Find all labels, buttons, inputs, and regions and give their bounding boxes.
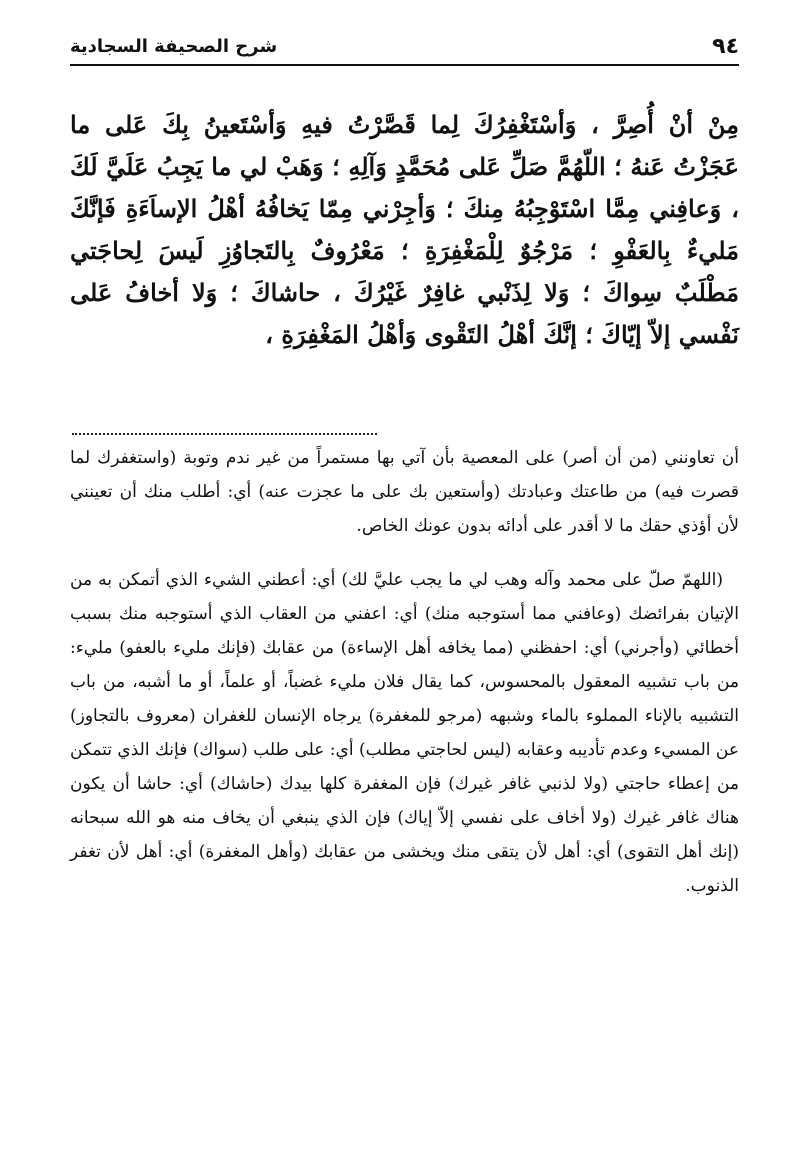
running-title: شرح الصحيفة السجادية — [70, 35, 278, 57]
supplication-text: مِنْ أنْ أُصِرَّ ، وَأسْتَغْفِرُكَ لِما قَصَّرْتُ فيهِ وَأسْتَعينُ بِكَ عَلى ما عَجَزْتُ عَنهُ ؛ اللّهُمَّ صَلِّ عَلى مُحَمَّدٍ وَآلِهِ ؛ وَهَبْ لي ما يَجِبُ عَلَيَّ لَكَ ، وَعافِني مِمَّا اسْتَوْجِبُهُ مِنكَ ؛ وَأجِرْني مِمّا يَخافُهُ أهْلُ الإساَءَةِ فَإنَّكَ مَليءٌ بِالعَفْوِ ؛ مَرْجُوٌ لِلْمَغْفِرَةِ ؛ مَعْرُوفٌ بِالتَجاوُزِ لَيسَ لِحاجَتي مَطْلَبٌ سِواكَ ؛ وَلا لِذَنْبي غافِرٌ غَيْرُكَ ، حاشاكَ ؛ وَلا أخافُ عَلى نَفْسي إلاّ إيّاكَ ؛ إنَّكَ أهْلُ التَقْوى وَأهْلُ المَغْفِرَةِ ، — [70, 110, 740, 349]
page-number: ٩٤ — [712, 33, 739, 59]
commentary-paragraph: (اللهمّ صلّ على محمد وآله وهب لي ما يجب عليَّ لك) أي: أعطني الشيء الذي أتمكن به من الإتيان بفرائضك (وعافني مما أستوجبه منك) أي: اعفني من العقاب الذي أستوجبه منك بسبب أخطائي (وأجرني) أي: احفظني (مما يخافه أهل الإساءة) من عقابك (فإنك مليء بالعفو) مليء: من باب تشبيه المعقول بالمحسوس، كما يقال فلان مليء غضباً، أو علماً، أو ما أشبه، من باب التشبيه بالإناء المملوء بالماء وشبهه (مرجو للمغفرة) يرجاه الإنسان للغفران (معروف بالتجاوز) عن المسيء وعدم تأديبه وعقابه (ليس لحاجتي مطلب) أي: على طلب (سواك) فإنك الذي تتمكن من إعطاء حاجتي (ولا لذنبي غافر غيرك) فإن المغفرة كلها بيدك (حاشاك) أي: حاشا أن يكون هناك غافر غيرك (ولا أخاف على نفسي إلاّ إياك) فإن الذي ينبغي أن يخاف منه هو الله سبحانه (إنك أهل التقوى) أي: أهل لأن يتقى منك ويخشى من عقابك (وأهل المغفرة) أي: أهل لأن تغفر الذنوب. — [70, 570, 739, 896]
commentary — [70, 441, 739, 903]
page-header — [70, 28, 739, 66]
commentary-paragraph: أن تعاونني (من أن أصر) على المعصية بأن آتي بها مستمراً من غير ندم وتوبة (واستغفرك لما قصرت فيه) من طاعتك وعبادتك (وأستعين بك على ما عجزت عنه) أي: أطلب منك أن تعينني لأن أؤذي حقك ما لا أقدر على أدائه بدون عونك الخاص. — [70, 448, 739, 536]
dotted-separator — [72, 433, 377, 435]
